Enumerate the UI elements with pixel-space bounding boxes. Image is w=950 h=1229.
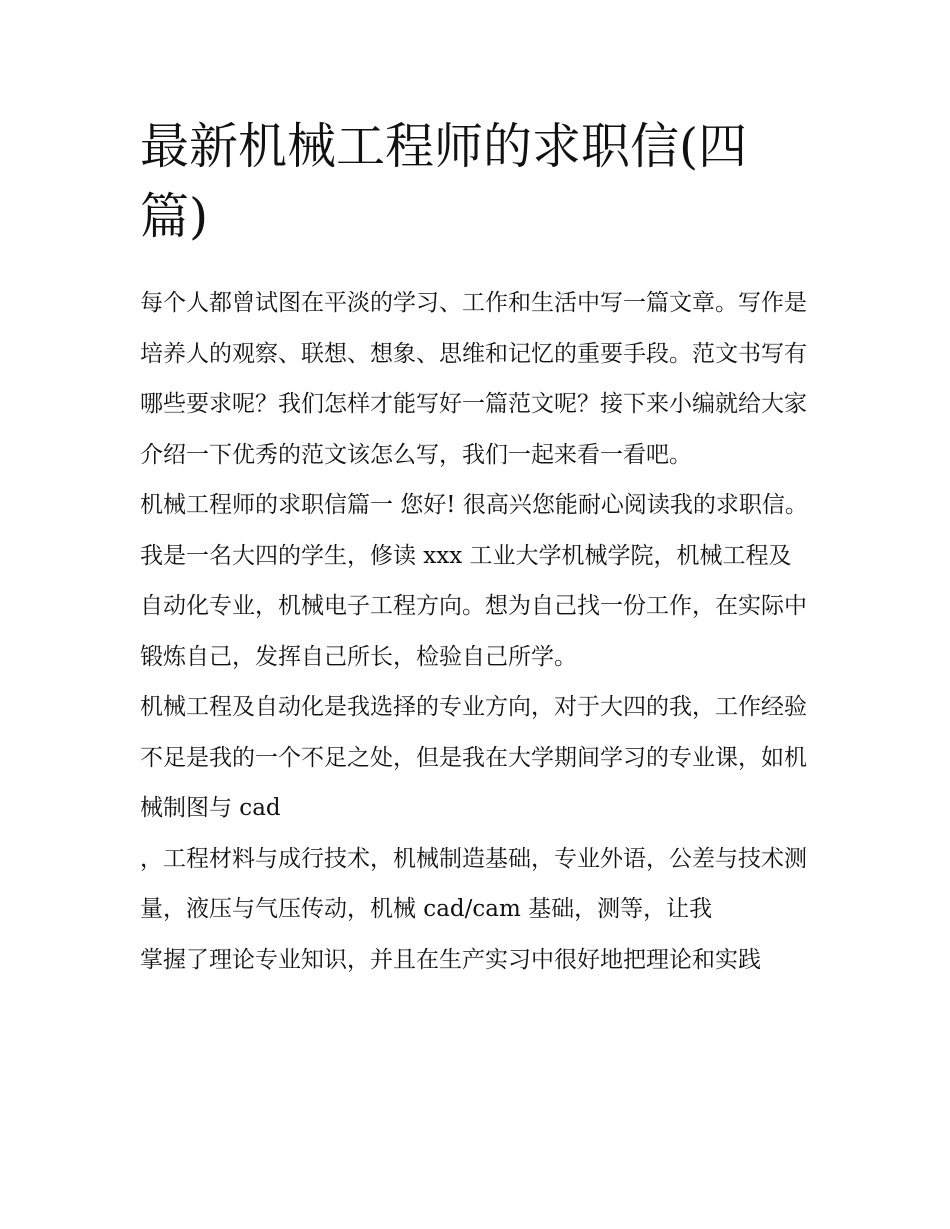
paragraph-greeting: 机械工程师的求职信篇一 您好! 很高兴您能耐心阅读我的求职信。	[140, 492, 808, 518]
paragraph-practice: 掌握了理论专业知识，并且在生产实习中很好地把理论和实践	[140, 946, 761, 973]
document-body	[140, 112, 812, 985]
paragraph-list	[140, 278, 812, 985]
document-title: 最新机械工程师的求职信(四篇)	[140, 118, 748, 245]
paragraph-courses: ，工程材料与成行技术，机械制造基础，专业外语，公差与技术测量，液压与气压传动，机械 cad/cam 基础，测等，让我	[140, 845, 807, 922]
paragraph-intro: 每个人都曾试图在平淡的学习、工作和生活中写一篇文章。写作是培养人的观察、联想、想象、思维和记忆的重要手段。范文书写有哪些要求呢？我们怎样才能写好一篇范文呢？接下来小编就给大家介绍一下优秀的范文该怎么写，我们一起来看一看吧。	[140, 290, 807, 468]
paragraph-major: 机械工程及自动化是我选择的专业方向，对于大四的我，工作经验不足是我的一个不足之处，但是我在大学期间学习的专业课，如机械制图与 cad	[140, 694, 807, 821]
paragraph-background: 我是一名大四的学生，修读 xxx 工业大学机械学院，机械工程及自动化专业，机械电子工程方向。想为自己找一份工作，在实际中锻炼自己，发挥自己所长，检验自己所学。	[140, 542, 807, 670]
